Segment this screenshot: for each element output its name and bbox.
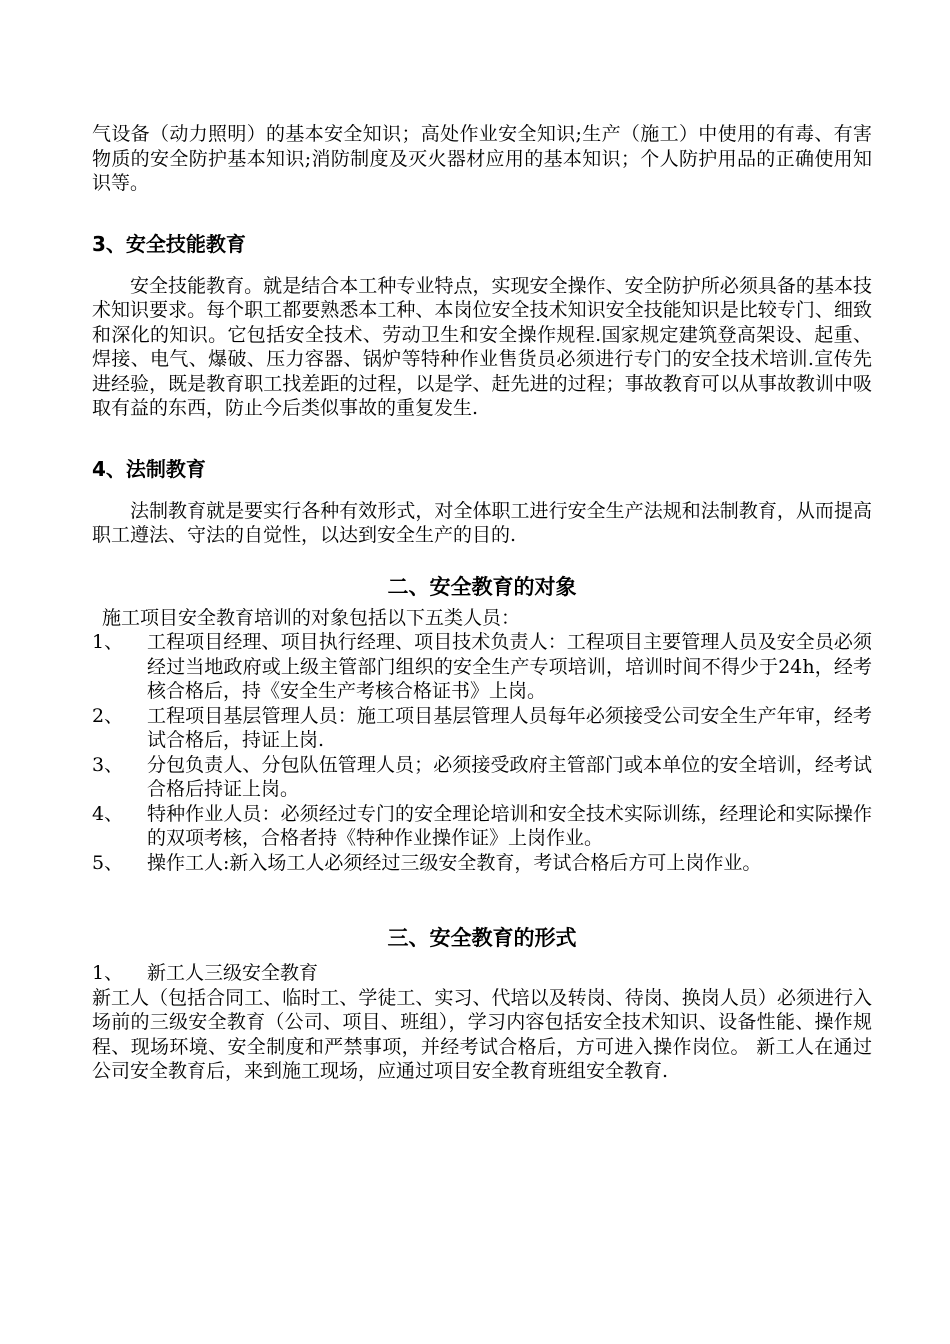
- top-paragraph: 气设备（动力照明）的基本安全知识；高处作业安全知识;生产（施工）中使用的有毒、有害物质的安全防护基本知识;消防制度及灭火器材应用的基本知识；个人防护用品的正确使用知识等。: [92, 123, 872, 194]
- part-3-body: 新工人（包括合同工、临时工、学徒工、实习、代培以及转岗、待岗、换岗人员）必须进行入场前的三级安全教育（公司、项目、班组），学习内容包括安全技术知识、设备性能、操作规程、现场环境、安全制度和严禁事项，并经考试合格后，方可进入操作岗位。 新工人在通过公司安全教育后，来到施工现场，应通过项目安全教育班组安全教育.: [92, 986, 872, 1082]
- spacer: [92, 258, 872, 274]
- list-item: [92, 851, 872, 876]
- list-item-number: 1、: [92, 962, 124, 984]
- list-item: [92, 961, 872, 986]
- spacer: [92, 875, 872, 923]
- list-item-text: 工程项目经理、项目执行经理、项目技术负责人：工程项目主要管理人员及安全员必须经过当地政府或上级主管部门组织的安全生产专项培训，培训时间不得少于24h，经考核合格后，持《安全生产考核合格证书》上岗。: [147, 631, 872, 702]
- spacer: [92, 483, 872, 499]
- list-item-number: 1、: [92, 631, 124, 653]
- part-3-heading: 三、安全教育的形式: [387, 926, 577, 950]
- document-page: [92, 122, 872, 1084]
- part-2-intro: 施工项目安全教育培训的对象包括以下五类人员：: [102, 606, 521, 629]
- section-4-heading: 4、法制教育: [92, 456, 206, 481]
- spacer: [92, 421, 872, 455]
- list-item-text: 操作工人:新入场工人必须经过三级安全教育，考试合格后方可上岗作业。: [147, 851, 762, 874]
- part-2-heading: 二、安全教育的对象: [387, 574, 577, 599]
- list-item-text: 工程项目基层管理人员：施工项目基层管理人员每年必须接受公司安全生产年审，经考试合格后，持证上岗.: [147, 704, 872, 751]
- section-4-body: 法制教育就是要实行各种有效形式，对全体职工进行安全生产法规和法制教育，从而提高职工遵法、守法的自觉性，以达到安全生产的目的.: [92, 499, 872, 546]
- spacer: [92, 953, 872, 961]
- list-item-number: 3、: [92, 753, 124, 776]
- list-item-number: 2、: [92, 704, 124, 727]
- list-item: [92, 802, 872, 851]
- list-item: [92, 630, 872, 704]
- list-item-title: 新工人三级安全教育: [147, 962, 319, 984]
- spacer: [92, 548, 872, 572]
- list-item: [92, 753, 872, 802]
- list-item: [92, 704, 872, 753]
- spacer: [92, 196, 872, 230]
- list-item-number: 4、: [92, 802, 124, 825]
- section-3-heading: 3、安全技能教育: [92, 231, 246, 256]
- list-item-text: 分包负责人、分包队伍管理人员；必须接受政府主管部门或本单位的安全培训，经考试合格后持证上岗。: [147, 753, 872, 800]
- section-3-body: 安全技能教育。就是结合本工种专业特点，实现安全操作、安全防护所必须具备的基本技术知识要求。每个职工都要熟悉本工种、本岗位安全技术知识安全技能知识是比较专门、细致和深化的知识。它包括安全技术、劳动卫生和安全操作规程.国家规定建筑登高架设、起重、焊接、电气、爆破、压力容器、锅炉等特种作业售货员必须进行专门的安全技术培训.宣传先进经验，既是教育职工找差距的过程，以是学、赶先进的过程；事故教育可以从事故教训中吸取有益的东西，防止今后类似事故的重复发生.: [92, 274, 872, 419]
- list-item-text: 特种作业人员：必须经过专门的安全理论培训和安全技术实际训练，经理论和实际操作的双项考核，合格者持《特种作业操作证》上岗作业。: [147, 802, 872, 849]
- list-item-number: 5、: [92, 851, 124, 874]
